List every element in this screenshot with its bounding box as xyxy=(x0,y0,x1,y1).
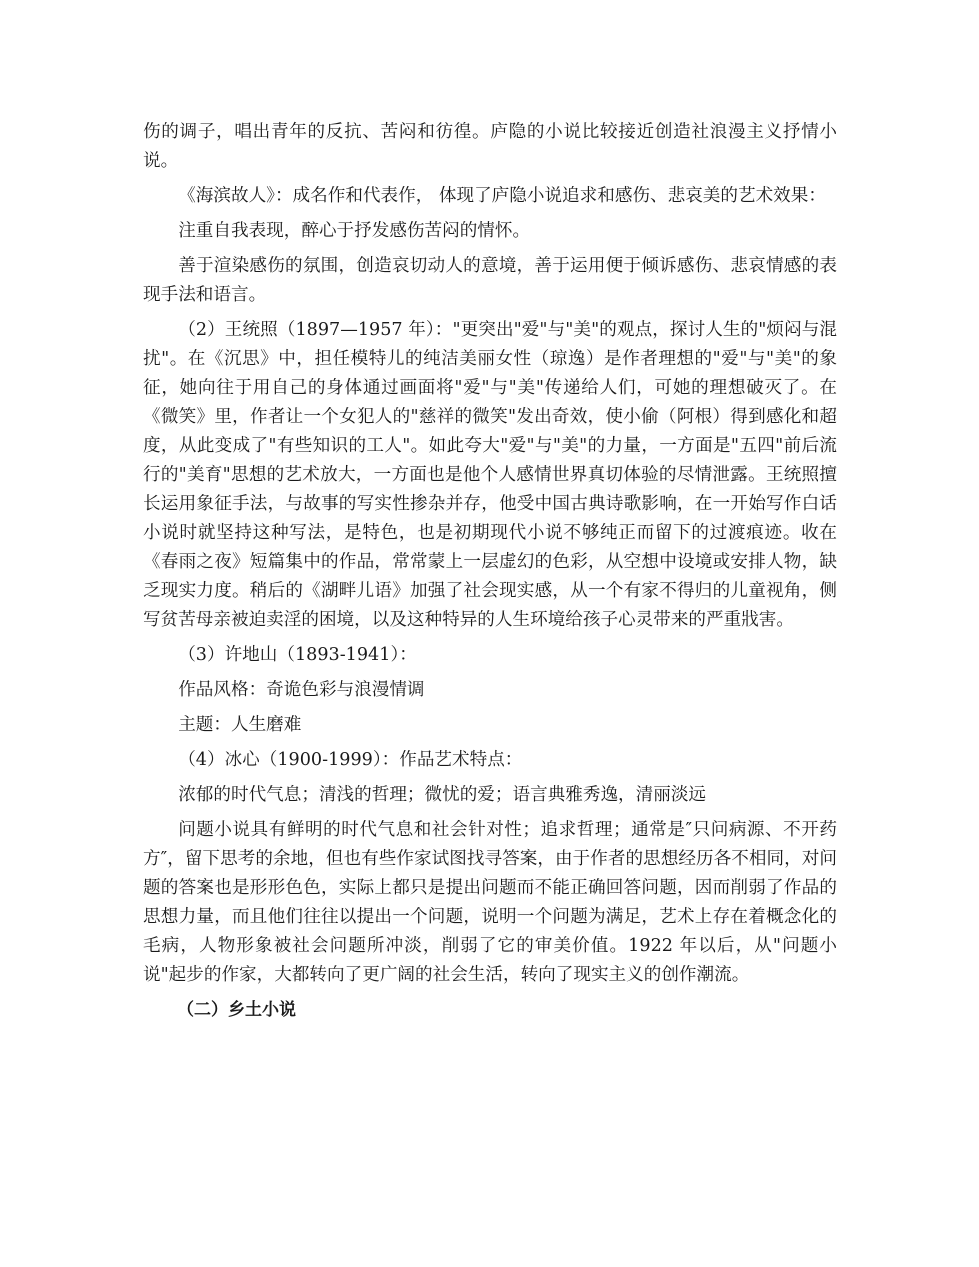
paragraph-wang-tongzhao: （2）王统照（1897—1957 年）："更突出"爱"与"美"的观点，探讨人生的"烦闷与混扰"。在《沉思》中，担任模特儿的纯洁美丽女性（琼逸）是作者理想的"爱"与"美"的象征，她向往于用自己的身体通过画面将"爱"与"美"传递给人们，可她的理想破灭了。在《微笑》里，作者让一个女犯人的"慈祥的微笑"发出奇效，使小偷（阿根）得到感化和超度，从此变成了"有些知识的工人"。如此夸大"爱"与"美"的力量，一方面是"五四"前后流行的"美育"思想的艺术放大，一方面也是他个人感情世界真切体验的尽情泄露。王统照擅长运用象征手法，与故事的写实性掺杂并存，他受中国古典诗歌影响，在一开始写作白话小说时就坚持这种写法，是特色，也是初期现代小说不够纯正而留下的过渡痕迹。收在《春雨之夜》短篇集中的作品，常常蒙上一层虚幻的色彩，从空想中设境或安排人物，缺乏现实力度。稍后的《湖畔儿语》加强了社会现实感，从一个有家不得归的儿童视角，侧写贫苦母亲被迫卖淫的困境，以及这种特异的人生环境给孩子心灵带来的严重戕害。 xyxy=(143,320,837,630)
paragraph-continuation: 伤的调子，唱出青年的反抗、苦闷和彷徨。庐隐的小说比较接近创造社浪漫主义抒情小说。 xyxy=(143,122,837,171)
paragraph-style: 作品风格：奇诡色彩与浪漫情调 xyxy=(178,680,425,700)
paragraph-xu-dishan: （3）许地山（1893-1941）： xyxy=(178,645,417,665)
paragraph-theme: 主题：人生磨难 xyxy=(178,715,302,735)
paragraph-haibin-guren: 《海滨故人》：成名作和代表作， 体现了庐隐小说追求和感伤、悲哀美的艺术效果： xyxy=(178,186,826,206)
paragraph-self-expression: 注重自我表现，醉心于抒发感伤苦闷的情怀。 xyxy=(178,221,531,241)
paragraph-features: 浓郁的时代气息；清浅的哲理；微忧的爱；语言典雅秀逸，清丽淡远 xyxy=(178,785,707,805)
paragraph-atmosphere: 善于渲染感伤的氛围，创造哀切动人的意境，善于运用便于倾诉感伤、悲哀情感的表现手法和语言。 xyxy=(143,256,837,305)
document-body xyxy=(143,118,837,1031)
paragraph-problem-novel: 问题小说具有鲜明的时代气息和社会针对性；追求哲理；通常是″只问病源、不开药方″，留下思考的余地，但也有些作家试图找寻答案，由于作者的思想经历各不相同，对问题的答案也是形形色色，实际上都只是提出问题而不能正确回答问题，因而削弱了作品的思想力量，而且他们往往以提出一个问题，说明一个问题为满足，艺术上存在着概念化的毛病，人物形象被社会问题所冲淡，削弱了它的审美价值。1922 年以后，从"问题小说"起步的作家，大都转向了更广阔的社会生活，转向了现实主义的创作潮流。 xyxy=(143,820,837,985)
paragraph-bing-xin: （4）冰心（1900-1999）：作品艺术特点： xyxy=(178,750,523,770)
section-heading-xiangtu: （二）乡土小说 xyxy=(177,1000,296,1020)
